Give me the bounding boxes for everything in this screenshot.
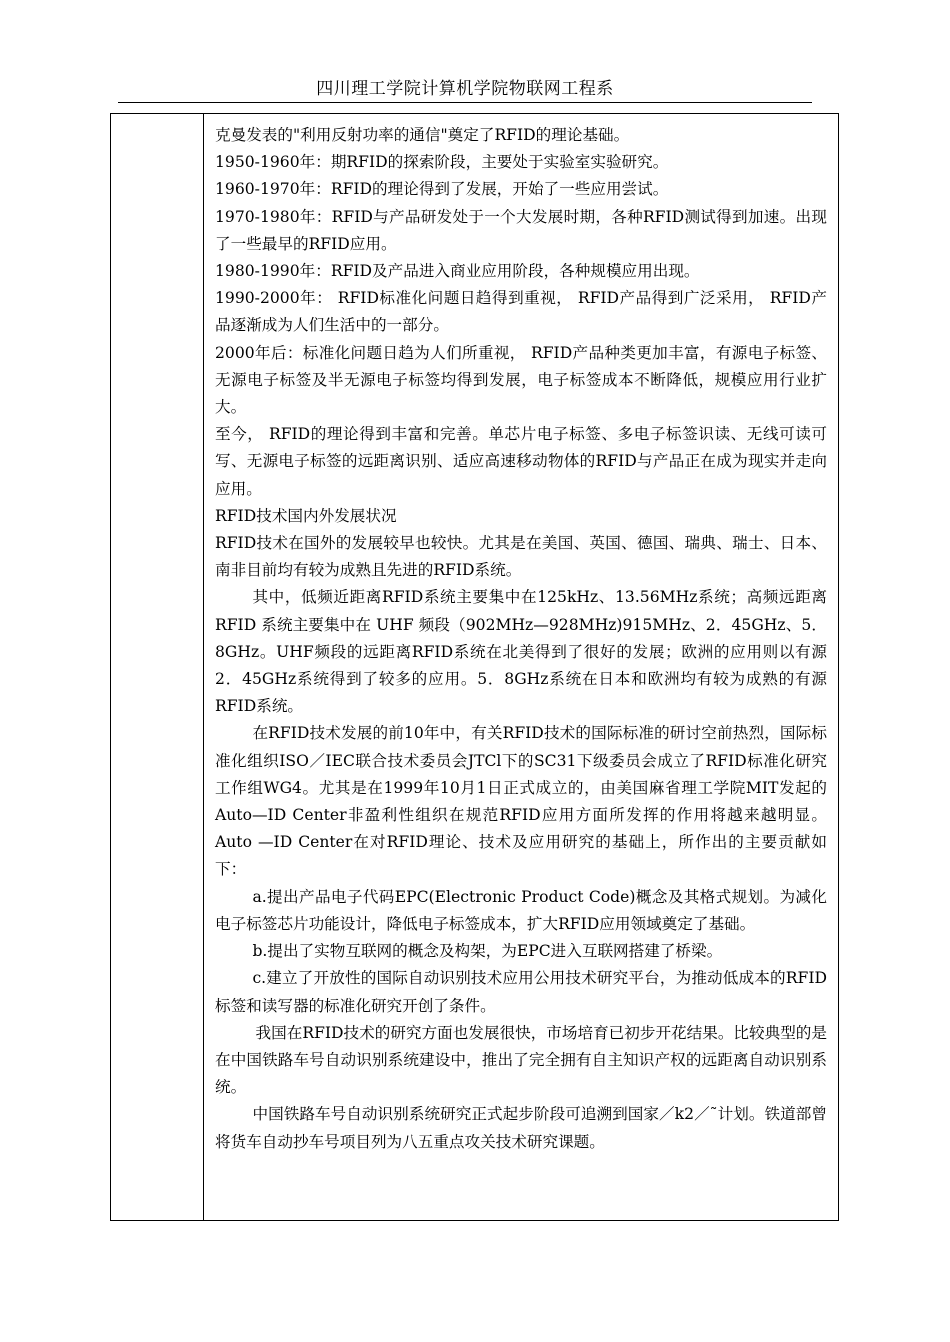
- paragraph: 克曼发表的"利用反射功率的通信"奠定了RFID的理论基础。: [215, 126, 630, 144]
- paragraph: 1960-1970年：RFID的理论得到了发展，开始了一些应用尝试。: [215, 180, 669, 199]
- list-item: a.提出产品电子代码EPC(Electronic Product Code)概念及其格式规划。为减化电子标签芯片功能设计，降低电子标签成本，扩大RFID应用领域奠定了基础。: [215, 887, 827, 933]
- paragraph: 其中，低频近距离RFID系统主要集中在125kHz、13.56MHz系统；高频远距离 RFID 系统主要集中在 UHF 频段（902MHz—928MHz)915MHz、2．45GHz、5．8GHz。UHF频段的远距离RFID系统在北美得到了很好的发展；欧洲的应用则以有源2．45GHz系统得到了较多的应用。5．8GHz系统在日本和欧洲均有较为成熟的有源RFID系统。: [215, 588, 827, 716]
- paragraph: 1990-2000年： RFID标准化问题日趋得到重视， RFID产品得到广泛采用， RFID产品逐渐成为人们生活中的一部分。: [215, 289, 827, 335]
- list-item: b.提出了实物互联网的概念及构架，为EPC进入互联网搭建了桥梁。: [252, 942, 723, 961]
- paragraph: 中国铁路车号自动识别系统研究正式起步阶段可追溯到国家／k2／˜计划。铁道部曾将货车自动抄车号项目列为八五重点攻关技术研究课题。: [215, 1105, 827, 1151]
- content-cell: [215, 122, 827, 1156]
- paragraph: 2000年后：标准化问题日趋为人们所重视， RFID产品种类更加丰富，有源电子标签、无源电子标签及半无源电子标签均得到发展，电子标签成本不断降低，规模应用行业扩大。: [215, 343, 827, 417]
- content-table: [110, 113, 839, 1221]
- paragraph: 1970-1980年：RFID与产品研发处于一个大发展时期，各种RFID测试得到加速。出现了一些最早的RFID应用。: [215, 207, 827, 253]
- paragraph: 1950-1960年：期RFID的探索阶段，主要处于实验室实验研究。: [215, 153, 669, 172]
- paragraph: 至今， RFID的理论得到丰富和完善。单芯片电子标签、多电子标签识读、无线可读可写、无源电子标签的远距离识别、适应高速移动物体的RFID与产品正在成为现实并走向应用。: [215, 425, 827, 498]
- paragraph: 1980-1990年：RFID及产品进入商业应用阶段，各种规模应用出现。: [215, 262, 700, 281]
- page-header: 四川理工学院计算机学院物联网工程系: [118, 76, 812, 103]
- paragraph: RFID技术在国外的发展较早也较快。尤其是在美国、英国、德国、瑞典、瑞士、日本、南非目前均有较为成熟且先进的RFID系统。: [215, 534, 827, 580]
- list-item: c.建立了开放性的国际自动识别技术应用公用技术研究平台，为推动低成本的RFID标签和读写器的标准化研究开创了条件。: [215, 969, 827, 1015]
- paragraph: 在RFID技术发展的前10年中，有关RFID技术的国际标准的研讨空前热烈，国际标 准化组织ISO／IEC联合技术委员会JTCl下的SC31下级委员会成立了RFID标准化研究 工作组WG4。尤其是在1999年10月1日正式成立的，由美国麻省理工学院MIT发起的 Auto—ID Center非盈利性组织在规范RFID应用方面所发挥的作用将越来越明显。Auto —ID Center在对RFID理论、技术及应用研究的基础上，所作出的主要贡献如下：: [215, 724, 827, 879]
- section-heading: RFID技术国内外发展状况: [215, 506, 397, 525]
- paragraph: 我国在RFID技术的研究方面也发展很快，市场培育已初步开花结果。比较典型的是在中国铁路车号自动识别系统建设中，推出了完全拥有自主知识产权的远距离自动识别系统。: [215, 1023, 827, 1097]
- left-column-cell: [111, 114, 204, 1220]
